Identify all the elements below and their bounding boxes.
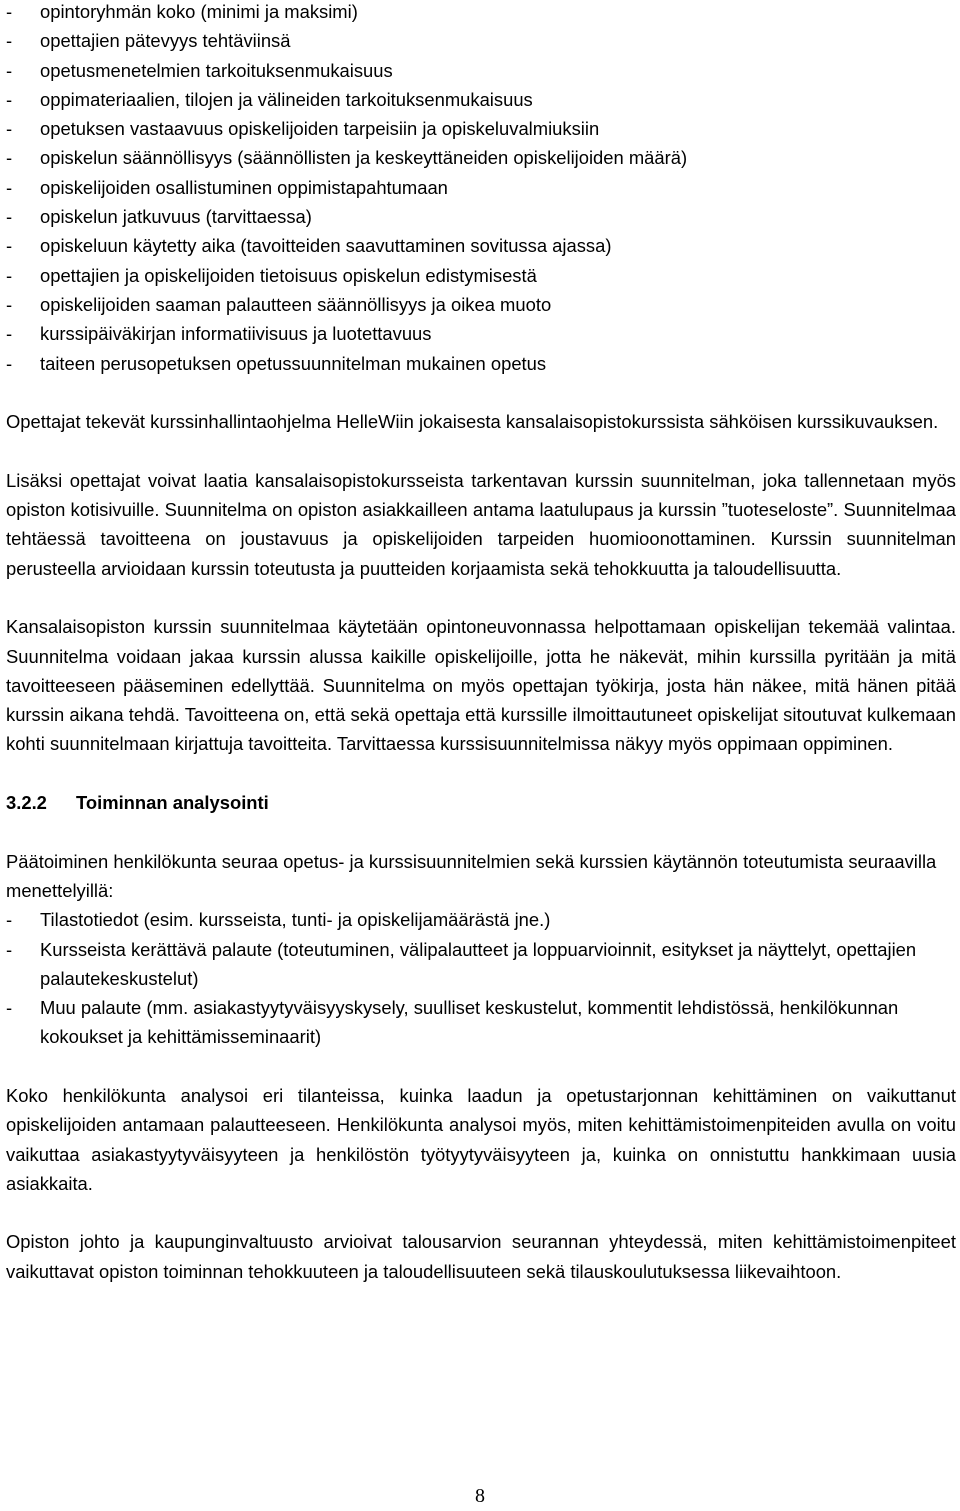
list-item: - opiskelun jatkuvuus (tarvittaessa) xyxy=(6,202,956,231)
paragraph-analysis-intro: Päätoiminen henkilökunta seuraa opetus- ja kurssisuunnitelmien sekä kurssien käytännön toteutumista seuraavilla menettelyillä: xyxy=(6,850,937,901)
list-item: - opiskelun säännöllisyys (säännöllisten ja keskeyttäneiden opiskelijoiden määrä) xyxy=(6,143,956,172)
list-item: - Muu palaute (mm. asiakastyytyväisyyskysely, suulliset keskustelut, kommentit lehdistössä, henkilökunnan kokoukset ja kehittämisseminaarit) xyxy=(6,993,956,1052)
list-item: - kurssipäiväkirjan informatiivisuus ja luotettavuus xyxy=(6,319,956,348)
paragraph-staff-analysis: Koko henkilökunta analysoi eri tilanteissa, kuinka laadun ja opetustarjonnan kehittäminen on vaikuttanut opiskelijoiden antamaan palautteeseen. Henkilökunta analysoi myös, miten kehittämistoimenpiteiden avulla on voitu vaikuttaa asiakastyytyväisyyteen ja henkilöstön työtyytyväisyyteen ja, kuinka on onnistuttu hankkimaan uusia asiakkaita. xyxy=(6,1084,956,1194)
list-item: - taiteen perusopetuksen opetussuunnitelman mukainen opetus xyxy=(6,349,956,378)
page-number: 8 xyxy=(475,1485,485,1507)
list-item: - opettajien pätevyys tehtäviinsä xyxy=(6,26,956,55)
list-item: - opetusmenetelmien tarkoituksenmukaisuus xyxy=(6,56,956,85)
paragraph-course-description: Opettajat tekevät kurssinhallintaohjelma HelleWiin jokaisesta kansalaisopistokurssista sähköisen kurssikuvauksen. xyxy=(6,411,939,433)
paragraph-course-plan: Lisäksi opettajat voivat laatia kansalaisopistokursseista tarkentavan kurssin suunnitelman, joka tallennetaan myös opiston kotisivuille. Suunnitelma on opiston asiakkailleen antama laatulupaus ja kurssin ”tuoteseloste”. Suunnitelmaa tehtäessä tavoitteena on joustavuus ja opiskelijoiden tarpeiden huomioonottaminen. Kurssin suunnitelman perusteella arvioidaan kurssin toteutusta ja puutteiden korjaamista sekä tehokkuutta ja taloudellisuutta. xyxy=(6,469,956,579)
list-item: - opiskelijoiden saaman palautteen säännöllisyys ja oikea muoto xyxy=(6,290,956,319)
list-item: - opetuksen vastaavuus opiskelijoiden tarpeisiin ja opiskeluvalmiuksiin xyxy=(6,114,956,143)
methods-list xyxy=(6,905,956,1051)
document-page xyxy=(6,0,956,1286)
section-title: Toiminnan analysointi xyxy=(76,792,269,814)
list-item: - opintoryhmän koko (minimi ja maksimi) xyxy=(6,0,956,26)
list-item: - oppimateriaalien, tilojen ja välineiden tarkoituksenmukaisuus xyxy=(6,85,956,114)
paragraph-management-analysis: Opiston johto ja kaupunginvaltuusto arvioivat talousarvion seurannan yhteydessä, miten kehittämistoimenpiteet vaikuttavat opiston toiminnan tehokkuuteen ja taloudellisuuteen sekä tilauskoulutuksessa liikevaihtoon. xyxy=(6,1231,956,1282)
list-item: - opiskeluun käytetty aika (tavoitteiden saavuttaminen sovitussa ajassa) xyxy=(6,231,956,260)
section-heading xyxy=(6,788,956,817)
list-item: - Tilastotiedot (esim. kursseista, tunti- ja opiskelijamäärästä jne.) xyxy=(6,905,956,934)
paragraph-plan-usage: Kansalaisopiston kurssin suunnitelmaa käytetään opintoneuvonnassa helpottamaan opiskelijan tekemää valintaa. Suunnitelma voidaan jakaa kurssin alussa kaikille opiskelijoille, jotta he näkevät, mihin kurssilla pyritään ja mitä tavoitteeseen pääseminen edellyttää. Suunnitelma on myös opettajan työkirja, josta hän näkee, mitä hänen pitää kurssin aikana tehdä. Tavoitteena on, että sekä opettaja että kurssille ilmoittautuneet opiskelijat sitoutuvat kulkemaan kohti suunnitelmaan kirjattuja tavoitteita. Tarvittaessa kurssisuunnitelmissa näkyy myös oppimaan oppiminen. xyxy=(6,616,956,755)
criteria-list xyxy=(6,0,956,378)
list-item: - opettajien ja opiskelijoiden tietoisuus opiskelun edistymisestä xyxy=(6,261,956,290)
section-number: 3.2.2 xyxy=(6,792,47,814)
list-item: - opiskelijoiden osallistuminen oppimistapahtumaan xyxy=(6,173,956,202)
list-item: - Kursseista kerättävä palaute (toteutuminen, välipalautteet ja loppuarvioinnit, esitykset ja näyttelyt, opettajien palautekeskustelut) xyxy=(6,935,956,994)
